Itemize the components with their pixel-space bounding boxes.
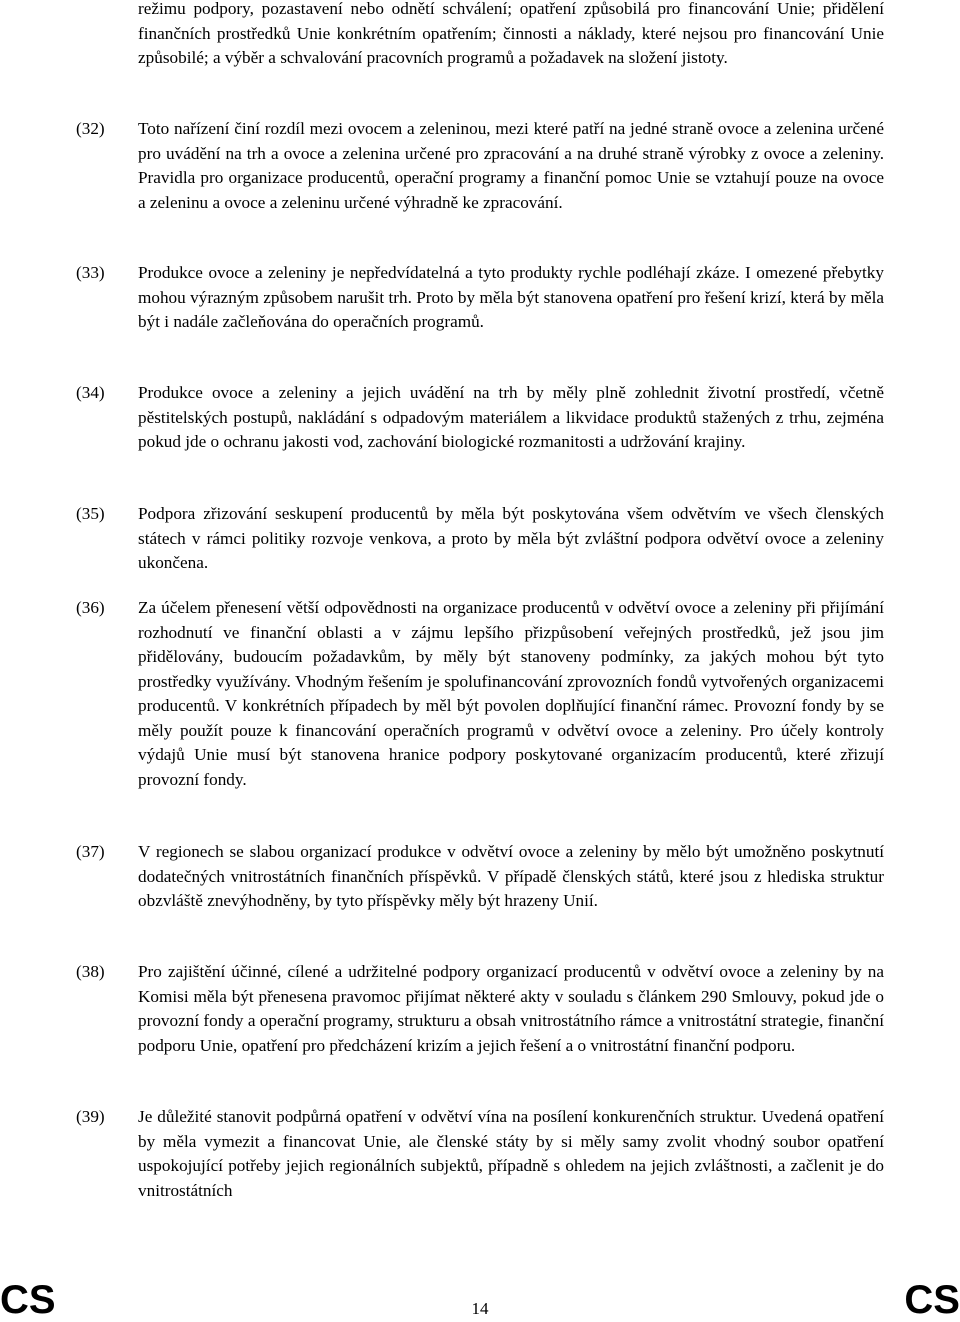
- paragraph-37: V regionech se slabou organizací produkce v odvětví ovoce a zeleniny by mělo být umožněno poskytnutí dodatečných vnitrostátních finančních příspěvků. V případě členských států, které jsou z hlediska struktur obzvláště znevýhodněny, by tyto příspěvky měly být hrazeny Unií.: [138, 842, 884, 910]
- paragraph-number-33: (33): [76, 263, 105, 282]
- paragraph-34: Produkce ovoce a zeleniny a jejich uvádění na trh by měly plně zohlednit životní prostředí, včetně pěstitelských postupů, nakládání s odpadovým materiálem a likvidace produktů stažených z trhu, zejména pokud jde o ochranu jakosti vod, zachování biologické rozmanitosti a udržování krajiny.: [138, 383, 884, 451]
- paragraph-number-34: (34): [76, 383, 105, 402]
- paragraph-36: Za účelem přenesení větší odpovědnosti na organizace producentů v odvětví ovoce a zeleniny při přijímání rozhodnutí ve finanční oblasti a v zájmu lepšího přizpůsobení veřejných prostředků, jež jsou jim přidělovány, budoucím požadavkům, by měly být stanoveny podmínky, za jakých mohou být tyto prostředky využívány. Vhodným řešením je spolufinancování zprovozních fondů vytvořených organizacemi producentů. V konkrétních případech by měl být povolen doplňující finanční rámec. Provozní fondy by se měly použít pouze k financování operačních programů v odvětví ovoce a zeleniny. Pro účely kontroly výdajů Unie musí být stanovena hranice podpory poskytované organizacím producentů, které zřizují provozní fondy.: [138, 598, 884, 789]
- paragraph-number-35: (35): [76, 504, 105, 523]
- paragraph-number-36: (36): [76, 598, 105, 617]
- footer-language-code-right: CS: [904, 1278, 960, 1322]
- paragraph-32: Toto nařízení činí rozdíl mezi ovocem a zeleninou, mezi které patří na jedné straně ovoce a zelenina určené pro uvádění na trh a ovoce a zelenina určené pro zpracování a na druhé straně výrobky z ovoce a zeleniny. Pravidla pro organizace producentů, operační programy a finanční pomoc Unie se vztahují pouze na ovoce a zeleninu a ovoce a zeleninu určené výhradně ke zpracování.: [138, 119, 884, 212]
- paragraph-number-38: (38): [76, 962, 105, 981]
- paragraph-38: Pro zajištění účinné, cílené a udržitelné podpory organizací producentů v odvětví ovoce a zeleniny by na Komisi měla být přenesena pravomoc přijímat některé akty v souladu s článkem 290 Smlouvy, pokud jde o provozní fondy a operační programy, strukturu a obsah vnitrostátního rámce a vnitrostátní strategie, finanční podporu Unie, opatření pro předcházení krizím a jejich řešení a o vnitrostátní finanční podporu.: [138, 962, 884, 1055]
- paragraph-39: Je důležité stanovit podpůrná opatření v odvětví vína na posílení konkurenčních struktur. Uvedená opatření by měla vymezit a financovat Unie, ale členské státy by si měly samy zvolit vhodný soubor opatření uspokojující potřeby jejich regionálních subjektů, případně s ohledem na jejich zvláštnosti, a začlenit je do vnitrostátních: [138, 1107, 884, 1200]
- paragraph-33: Produkce ovoce a zeleniny je nepředvídatelná a tyto produkty rychle podléhají zkáze. I omezené přebytky mohou výrazným způsobem narušit trh. Proto by měla být stanovena opatření pro řešení krizí, která by měla být i nadále začleňována do operačních programů.: [138, 263, 884, 331]
- paragraph-35: Podpora zřizování seskupení producentů by měla být poskytována všem odvětvím ve všech členských státech v rámci politiky rozvoje venkova, a proto by měla být zvláštní podpora odvětví ovoce a zeleniny ukončena.: [138, 504, 884, 572]
- paragraph-number-32: (32): [76, 119, 105, 138]
- intro-paragraph-continuation: režimu podpory, pozastavení nebo odnětí schválení; opatření způsobilá pro financování Unie; přidělení finančních prostředků Unie konkrétním opatřením; činnosti a náklady, které nejsou pro financování Unie způsobilé; a výběr a schvalování pracovních programů a požadavek na složení jistoty.: [138, 0, 884, 67]
- paragraph-number-39: (39): [76, 1107, 105, 1126]
- footer-language-code-left: CS: [0, 1278, 56, 1322]
- paragraph-number-37: (37): [76, 842, 105, 861]
- page-number: 14: [471, 1299, 489, 1318]
